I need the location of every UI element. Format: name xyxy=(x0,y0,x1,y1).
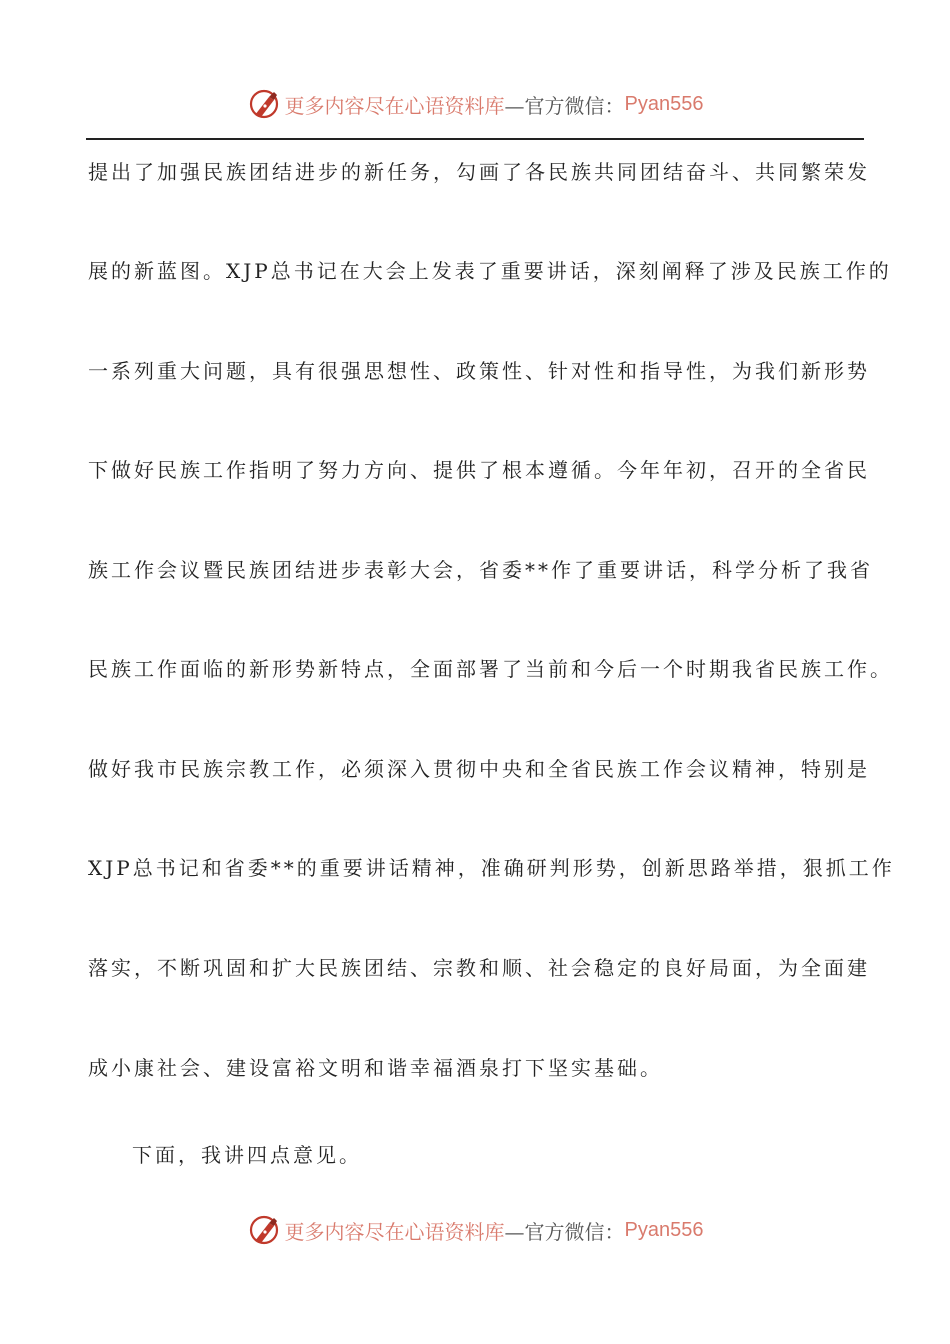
brand-text: 更多内容尽在心语资料库 xyxy=(284,1219,505,1244)
body-line: 提出了加强民族团结进步的新任务，勾画了各民族共同团结奋斗、共同繁荣发 xyxy=(88,160,870,184)
body-line: 做好我市民族宗教工作，必须深入贯彻中央和全省民族工作会议精神，特别是 xyxy=(88,757,870,781)
body-line: 民族工作面临的新形势新特点，全面部署了当前和今后一个时期我省民族工作。 xyxy=(88,657,893,681)
footer-brand xyxy=(0,1210,950,1250)
header-brand xyxy=(0,84,950,124)
wechat-id: Pyan556 xyxy=(624,1218,704,1241)
body-line: 一系列重大问题，具有很强思想性、政策性、针对性和指导性，为我们新形势 xyxy=(88,359,870,383)
body-line: XJP总书记和省委**的重要讲话精神，准确研判形势，创新思路举措，狠抓工作 xyxy=(88,856,895,880)
pen-nib-logo-icon xyxy=(247,87,281,121)
paragraph-line: 下面，我讲四点意见。 xyxy=(132,1143,362,1167)
brand-separator: —官方微信： xyxy=(504,93,625,118)
body-line: 展的新蓝图。XJP总书记在大会上发表了重要讲话，深刻阐释了涉及民族工作的 xyxy=(88,259,892,283)
body-line: 族工作会议暨民族团结进步表彰大会，省委**作了重要讲话，科学分析了我省 xyxy=(88,558,873,582)
body-line: 成小康社会、建设富裕文明和谐幸福酒泉打下坚实基础。 xyxy=(88,1056,663,1080)
pen-nib-logo-icon xyxy=(247,1213,281,1247)
brand-text: 更多内容尽在心语资料库 xyxy=(284,93,505,118)
header-rule xyxy=(86,138,864,140)
body-line: 落实，不断巩固和扩大民族团结、宗教和顺、社会稳定的良好局面，为全面建 xyxy=(88,956,870,980)
wechat-id: Pyan556 xyxy=(624,92,704,115)
brand-separator: —官方微信： xyxy=(504,1219,625,1244)
body-line: 下做好民族工作指明了努力方向、提供了根本遵循。今年年初，召开的全省民 xyxy=(88,458,870,482)
